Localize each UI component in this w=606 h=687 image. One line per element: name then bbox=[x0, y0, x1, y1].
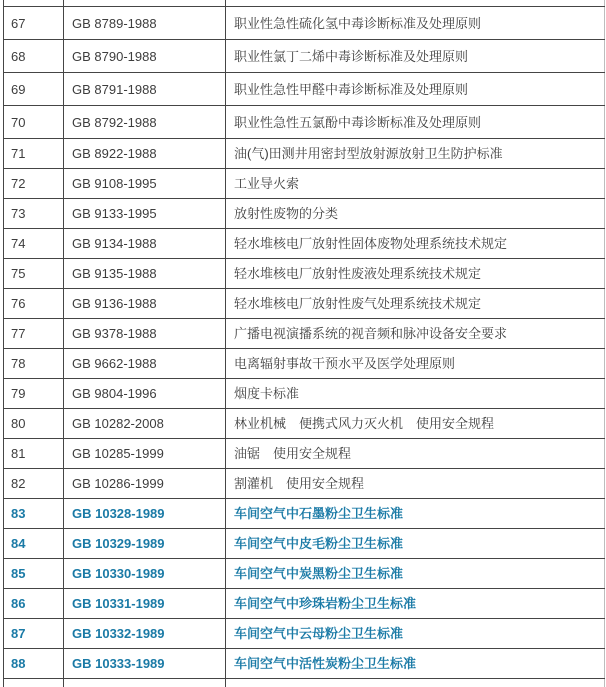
row-index-cell: 75 bbox=[4, 259, 64, 289]
table-row bbox=[4, 499, 605, 529]
standard-code-link[interactable]: GB 10332-1989 bbox=[64, 619, 226, 649]
standards-table-body bbox=[4, 0, 605, 687]
row-code-cell: GB 8792-1988 bbox=[64, 106, 226, 139]
standard-title-link[interactable]: 车间空气中石墨粉尘卫生标准 bbox=[226, 499, 605, 529]
row-index-cell: 74 bbox=[4, 229, 64, 259]
table-row bbox=[4, 289, 605, 319]
partial-cell bbox=[64, 679, 226, 687]
table-row bbox=[4, 139, 605, 169]
row-title-cell: 职业性急性硫化氢中毒诊断标准及处理原则 bbox=[226, 7, 605, 40]
table-row bbox=[4, 589, 605, 619]
standard-title-link[interactable]: 车间空气中珍珠岩粉尘卫生标准 bbox=[226, 589, 605, 619]
row-title-cell: 轻水堆核电厂放射性固体废物处理系统技术规定 bbox=[226, 229, 605, 259]
row-index-cell: 69 bbox=[4, 73, 64, 106]
row-title-cell: 职业性氯丁二烯中毒诊断标准及处理原则 bbox=[226, 40, 605, 73]
standard-title-link[interactable]: 车间空气中炭黑粉尘卫生标准 bbox=[226, 559, 605, 589]
row-title-cell: 工业导火索 bbox=[226, 169, 605, 199]
table-row bbox=[4, 259, 605, 289]
row-index-cell: 79 bbox=[4, 379, 64, 409]
row-code-cell: GB 8922-1988 bbox=[64, 139, 226, 169]
table-row bbox=[4, 469, 605, 499]
standard-title-link[interactable]: 车间空气中皮毛粉尘卫生标准 bbox=[226, 529, 605, 559]
standard-title-link[interactable]: 车间空气中云母粉尘卫生标准 bbox=[226, 619, 605, 649]
row-code-cell: GB 8791-1988 bbox=[64, 73, 226, 106]
row-title-cell: 放射性废物的分类 bbox=[226, 199, 605, 229]
row-index-cell: 70 bbox=[4, 106, 64, 139]
row-title-cell: 职业性急性甲醛中毒诊断标准及处理原则 bbox=[226, 73, 605, 106]
standard-title-link[interactable]: 车间空气中活性炭粉尘卫生标准 bbox=[226, 649, 605, 679]
row-code-cell: GB 9133-1995 bbox=[64, 199, 226, 229]
row-code-cell: GB 9134-1988 bbox=[64, 229, 226, 259]
table-row bbox=[4, 649, 605, 679]
row-title-cell: 职业性急性五氯酚中毒诊断标准及处理原则 bbox=[226, 106, 605, 139]
standard-code-link[interactable]: GB 10330-1989 bbox=[64, 559, 226, 589]
table-row bbox=[4, 559, 605, 589]
row-title-cell: 油锯 使用安全规程 bbox=[226, 439, 605, 469]
row-index-cell: 71 bbox=[4, 139, 64, 169]
table-row bbox=[4, 106, 605, 139]
row-index-cell: 85 bbox=[4, 559, 64, 589]
row-code-cell: GB 10285-1999 bbox=[64, 439, 226, 469]
row-title-cell: 轻水堆核电厂放射性废气处理系统技术规定 bbox=[226, 289, 605, 319]
row-index-cell: 78 bbox=[4, 349, 64, 379]
table-row bbox=[4, 169, 605, 199]
row-index-cell: 88 bbox=[4, 649, 64, 679]
row-title-cell: 电离辐射事故干预水平及医学处理原则 bbox=[226, 349, 605, 379]
table-row bbox=[4, 409, 605, 439]
row-title-cell: 烟度卡标准 bbox=[226, 379, 605, 409]
standard-code-link[interactable]: GB 10329-1989 bbox=[64, 529, 226, 559]
row-index-cell: 77 bbox=[4, 319, 64, 349]
table-row bbox=[4, 40, 605, 73]
table-row bbox=[4, 349, 605, 379]
row-title-cell: 轻水堆核电厂放射性废液处理系统技术规定 bbox=[226, 259, 605, 289]
row-title-cell: 广播电视演播系统的视音频和脉冲设备安全要求 bbox=[226, 319, 605, 349]
row-title-cell: 割灌机 使用安全规程 bbox=[226, 469, 605, 499]
partial-cell bbox=[226, 679, 605, 687]
row-code-cell: GB 10286-1999 bbox=[64, 469, 226, 499]
table-row bbox=[4, 319, 605, 349]
standard-code-link[interactable]: GB 10331-1989 bbox=[64, 589, 226, 619]
row-code-cell: GB 9108-1995 bbox=[64, 169, 226, 199]
row-code-cell: GB 9135-1988 bbox=[64, 259, 226, 289]
row-index-cell: 73 bbox=[4, 199, 64, 229]
row-code-cell: GB 9662-1988 bbox=[64, 349, 226, 379]
partial-cell bbox=[4, 679, 64, 687]
row-code-cell: GB 8789-1988 bbox=[64, 7, 226, 40]
row-index-cell: 67 bbox=[4, 7, 64, 40]
row-index-cell: 80 bbox=[4, 409, 64, 439]
table-row bbox=[4, 7, 605, 40]
row-index-cell: 86 bbox=[4, 589, 64, 619]
row-index-cell: 68 bbox=[4, 40, 64, 73]
row-index-cell: 72 bbox=[4, 169, 64, 199]
table-row bbox=[4, 199, 605, 229]
row-index-cell: 76 bbox=[4, 289, 64, 319]
partial-row-bottom bbox=[4, 679, 605, 687]
row-index-cell: 83 bbox=[4, 499, 64, 529]
table-row bbox=[4, 619, 605, 649]
row-index-cell: 84 bbox=[4, 529, 64, 559]
row-title-cell: 油(气)田测井用密封型放射源放射卫生防护标准 bbox=[226, 139, 605, 169]
row-code-cell: GB 10282-2008 bbox=[64, 409, 226, 439]
table-row bbox=[4, 529, 605, 559]
row-index-cell: 82 bbox=[4, 469, 64, 499]
row-index-cell: 81 bbox=[4, 439, 64, 469]
row-code-cell: GB 9378-1988 bbox=[64, 319, 226, 349]
standards-table bbox=[3, 0, 605, 687]
standard-code-link[interactable]: GB 10333-1989 bbox=[64, 649, 226, 679]
table-row bbox=[4, 73, 605, 106]
standard-code-link[interactable]: GB 10328-1989 bbox=[64, 499, 226, 529]
table-row bbox=[4, 229, 605, 259]
row-title-cell: 林业机械 便携式风力灭火机 使用安全规程 bbox=[226, 409, 605, 439]
row-code-cell: GB 9804-1996 bbox=[64, 379, 226, 409]
table-row bbox=[4, 439, 605, 469]
row-code-cell: GB 9136-1988 bbox=[64, 289, 226, 319]
row-index-cell: 87 bbox=[4, 619, 64, 649]
table-row bbox=[4, 379, 605, 409]
row-code-cell: GB 8790-1988 bbox=[64, 40, 226, 73]
